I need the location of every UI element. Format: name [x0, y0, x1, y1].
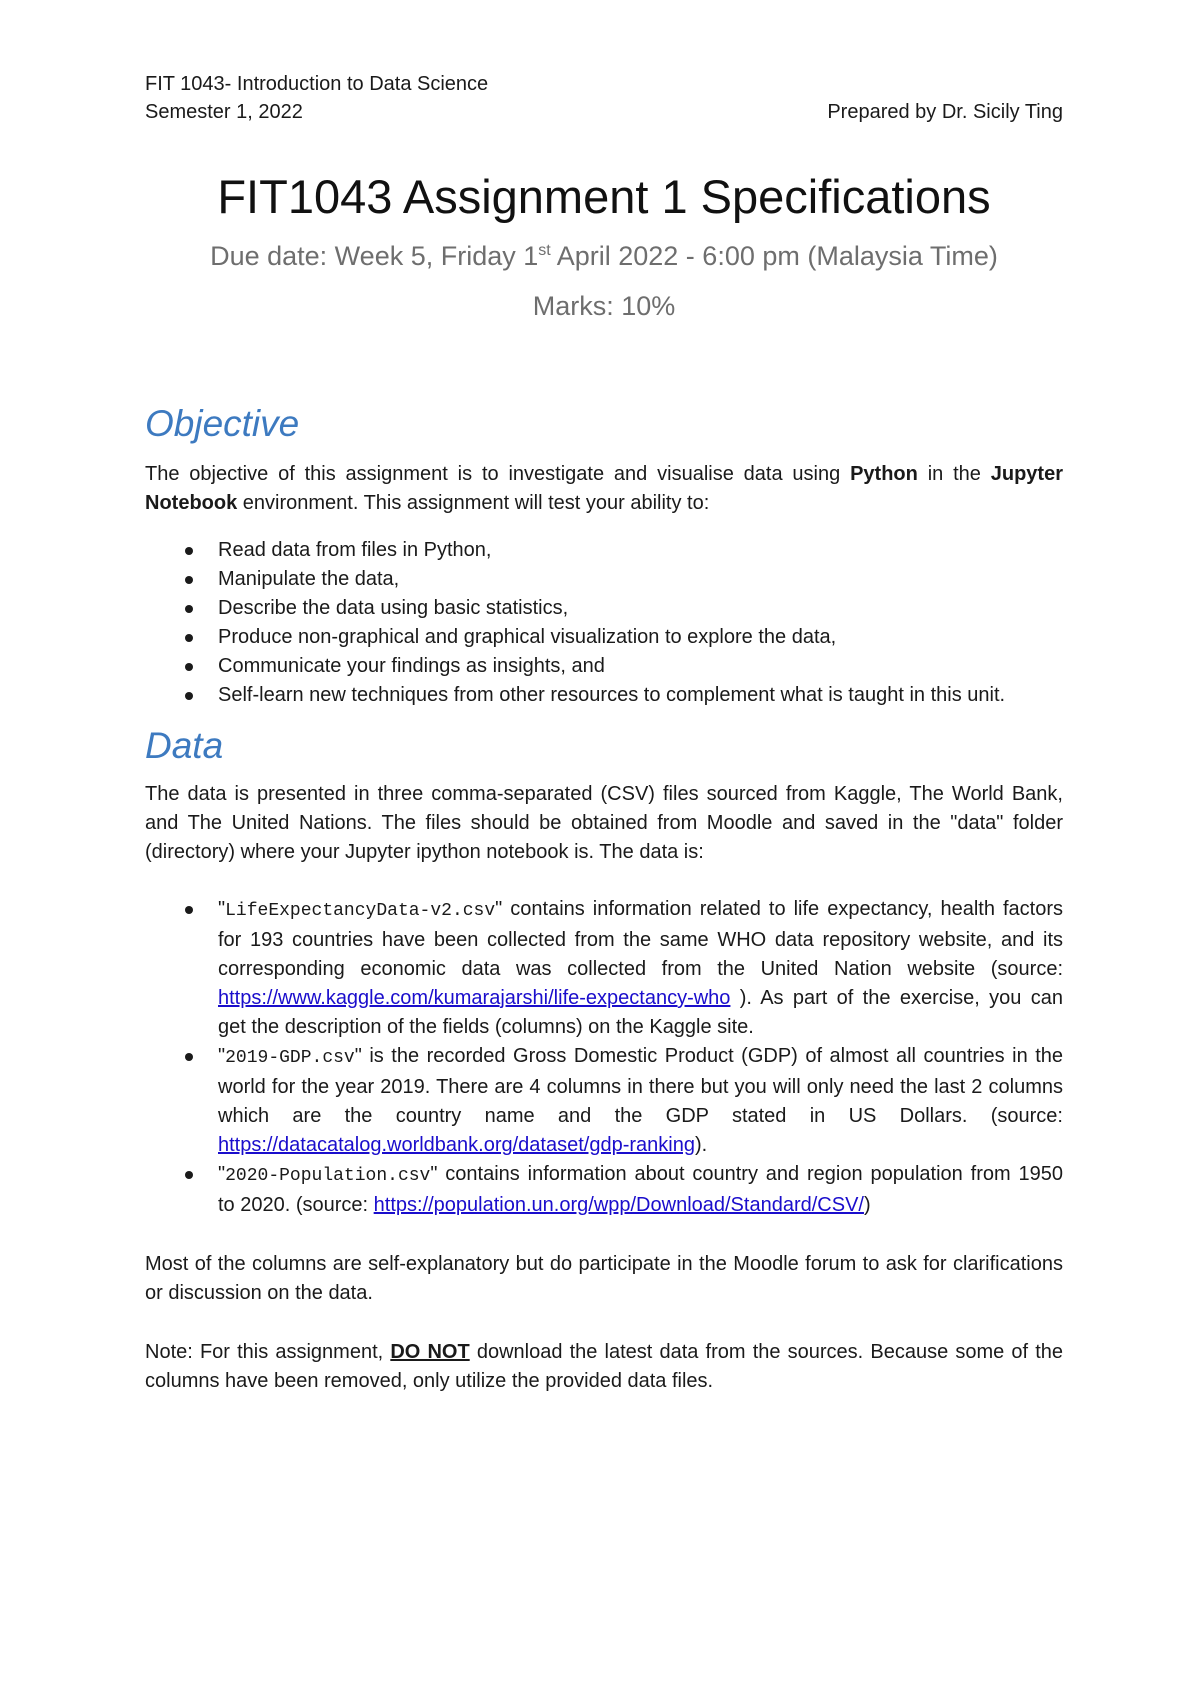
quote-open: ": [218, 898, 226, 920]
list-item: [145, 594, 1063, 623]
source-link[interactable]: https://datacatalog.worldbank.org/dataset/gdp-ranking: [218, 1134, 695, 1156]
bullet-icon: [185, 663, 193, 671]
due-date-sup: st: [538, 242, 551, 259]
bullet-icon: [185, 692, 193, 700]
list-item: [145, 1160, 1063, 1220]
bullet-icon: [185, 634, 193, 642]
objective-list: [145, 536, 1063, 710]
quote-open: ": [218, 1163, 226, 1185]
list-item: [145, 565, 1063, 594]
note-emphasis: DO NOT: [390, 1341, 470, 1363]
quote-close: ": [430, 1163, 438, 1185]
objective-python: Python: [850, 463, 918, 485]
file-name: 2020-Population.csv: [225, 1166, 431, 1186]
list-item-text: Produce non-graphical and graphical visualization to explore the data,: [218, 626, 837, 648]
list-item-text: Read data from files in Python,: [218, 539, 492, 561]
source-link[interactable]: https://www.kaggle.com/kumarajarshi/life-expectancy-who: [218, 987, 731, 1009]
bullet-icon: [185, 1171, 193, 1179]
list-item: [145, 1042, 1063, 1160]
bullet-icon: [185, 906, 193, 914]
file-description-end: ): [863, 1194, 871, 1216]
header-course-line: [145, 70, 1063, 98]
quote-open: ": [218, 1045, 226, 1067]
file-description-end: ). As part of the exercise, you can get the description of the fields (columns) on the Kaggle site.: [218, 987, 1063, 1038]
bullet-icon: [185, 547, 193, 555]
data-intro: The data is presented in three comma-separated (CSV) files sourced from Kaggle, The World Bank, and The United Nations. The files should be obtained from Moodle and saved in the "data" folder (directory) where your Jupyter ipython notebook is. The data is:: [145, 783, 1063, 863]
list-item: [145, 536, 1063, 565]
file-name: 2019-GDP.csv: [225, 1048, 355, 1068]
objective-paragraph: [145, 460, 1063, 518]
list-item-text: Communicate your findings as insights, and: [218, 655, 605, 677]
list-item-text: Describe the data using basic statistics,: [218, 597, 569, 619]
file-name: LifeExpectancyData-v2.csv: [225, 901, 496, 921]
file-description: contains information related to life expectancy, health factors for 193 countries have been collected from the same WHO data repository website, and its corresponding economic data was collected from the United Nation website (source:: [218, 898, 1063, 980]
header-semester-line: [145, 98, 1063, 126]
due-date-suffix: April 2022 - 6:00 pm (Malaysia Time): [550, 241, 998, 271]
due-date: [145, 238, 1063, 274]
data-heading: Data: [145, 725, 224, 766]
data-files-list: [145, 895, 1063, 1220]
document-page: [145, 70, 1063, 1396]
objective-heading: Objective: [145, 403, 300, 444]
list-item-text: Self-learn new techniques from other resources to complement what is taught in this unit.: [218, 684, 1006, 706]
list-item: [145, 623, 1063, 652]
quote-close: ": [495, 898, 503, 920]
objective-jupyter: Jupyter Notebook: [145, 463, 1063, 514]
note-suffix: download the latest data from the sources. Because some of the columns have been removed, only utilize the provided data files.: [145, 1341, 1063, 1392]
file-description-end: ).: [694, 1134, 708, 1156]
list-item: [145, 895, 1063, 1042]
objective-text-2: in the: [917, 463, 991, 485]
note-prefix: Note: For this assignment,: [145, 1341, 391, 1363]
file-description: is the recorded Gross Domestic Product (GDP) of almost all countries in the world for the year 2019. There are 4 columns in there but you will only need the last 2 columns which are the country name and the GDP stated in US Dollars. (source:: [218, 1045, 1063, 1127]
bullet-icon: [185, 576, 193, 584]
semester: Semester 1, 2022: [145, 101, 303, 123]
prepared-by: Prepared by Dr. Sicily Ting: [827, 101, 1063, 123]
file-description: contains information about country and region population from 1950 to 2020. (source:: [218, 1163, 1063, 1216]
bullet-icon: [185, 605, 193, 613]
source-link[interactable]: https://population.un.org/wpp/Download/Standard/CSV/: [373, 1194, 864, 1216]
bullet-icon: [185, 1053, 193, 1061]
list-item-text: Manipulate the data,: [218, 568, 400, 590]
objective-text-1: The objective of this assignment is to investigate and visualise data using: [145, 463, 851, 485]
objective-text-3: environment. This assignment will test your ability to:: [237, 492, 710, 514]
quote-close: ": [354, 1045, 362, 1067]
list-item: [145, 652, 1063, 681]
page-title: FIT1043 Assignment 1 Specifications: [217, 170, 991, 223]
list-item: [145, 681, 1063, 710]
due-date-prefix: Due date: Week 5, Friday 1: [210, 241, 539, 271]
download-note: [145, 1338, 1063, 1396]
course-name: FIT 1043- Introduction to Data Science: [145, 73, 489, 95]
marks: Marks: 10%: [532, 291, 676, 321]
columns-note: Most of the columns are self-explanatory but do participate in the Moodle forum to ask for clarifications or discussion on the data.: [145, 1253, 1063, 1304]
